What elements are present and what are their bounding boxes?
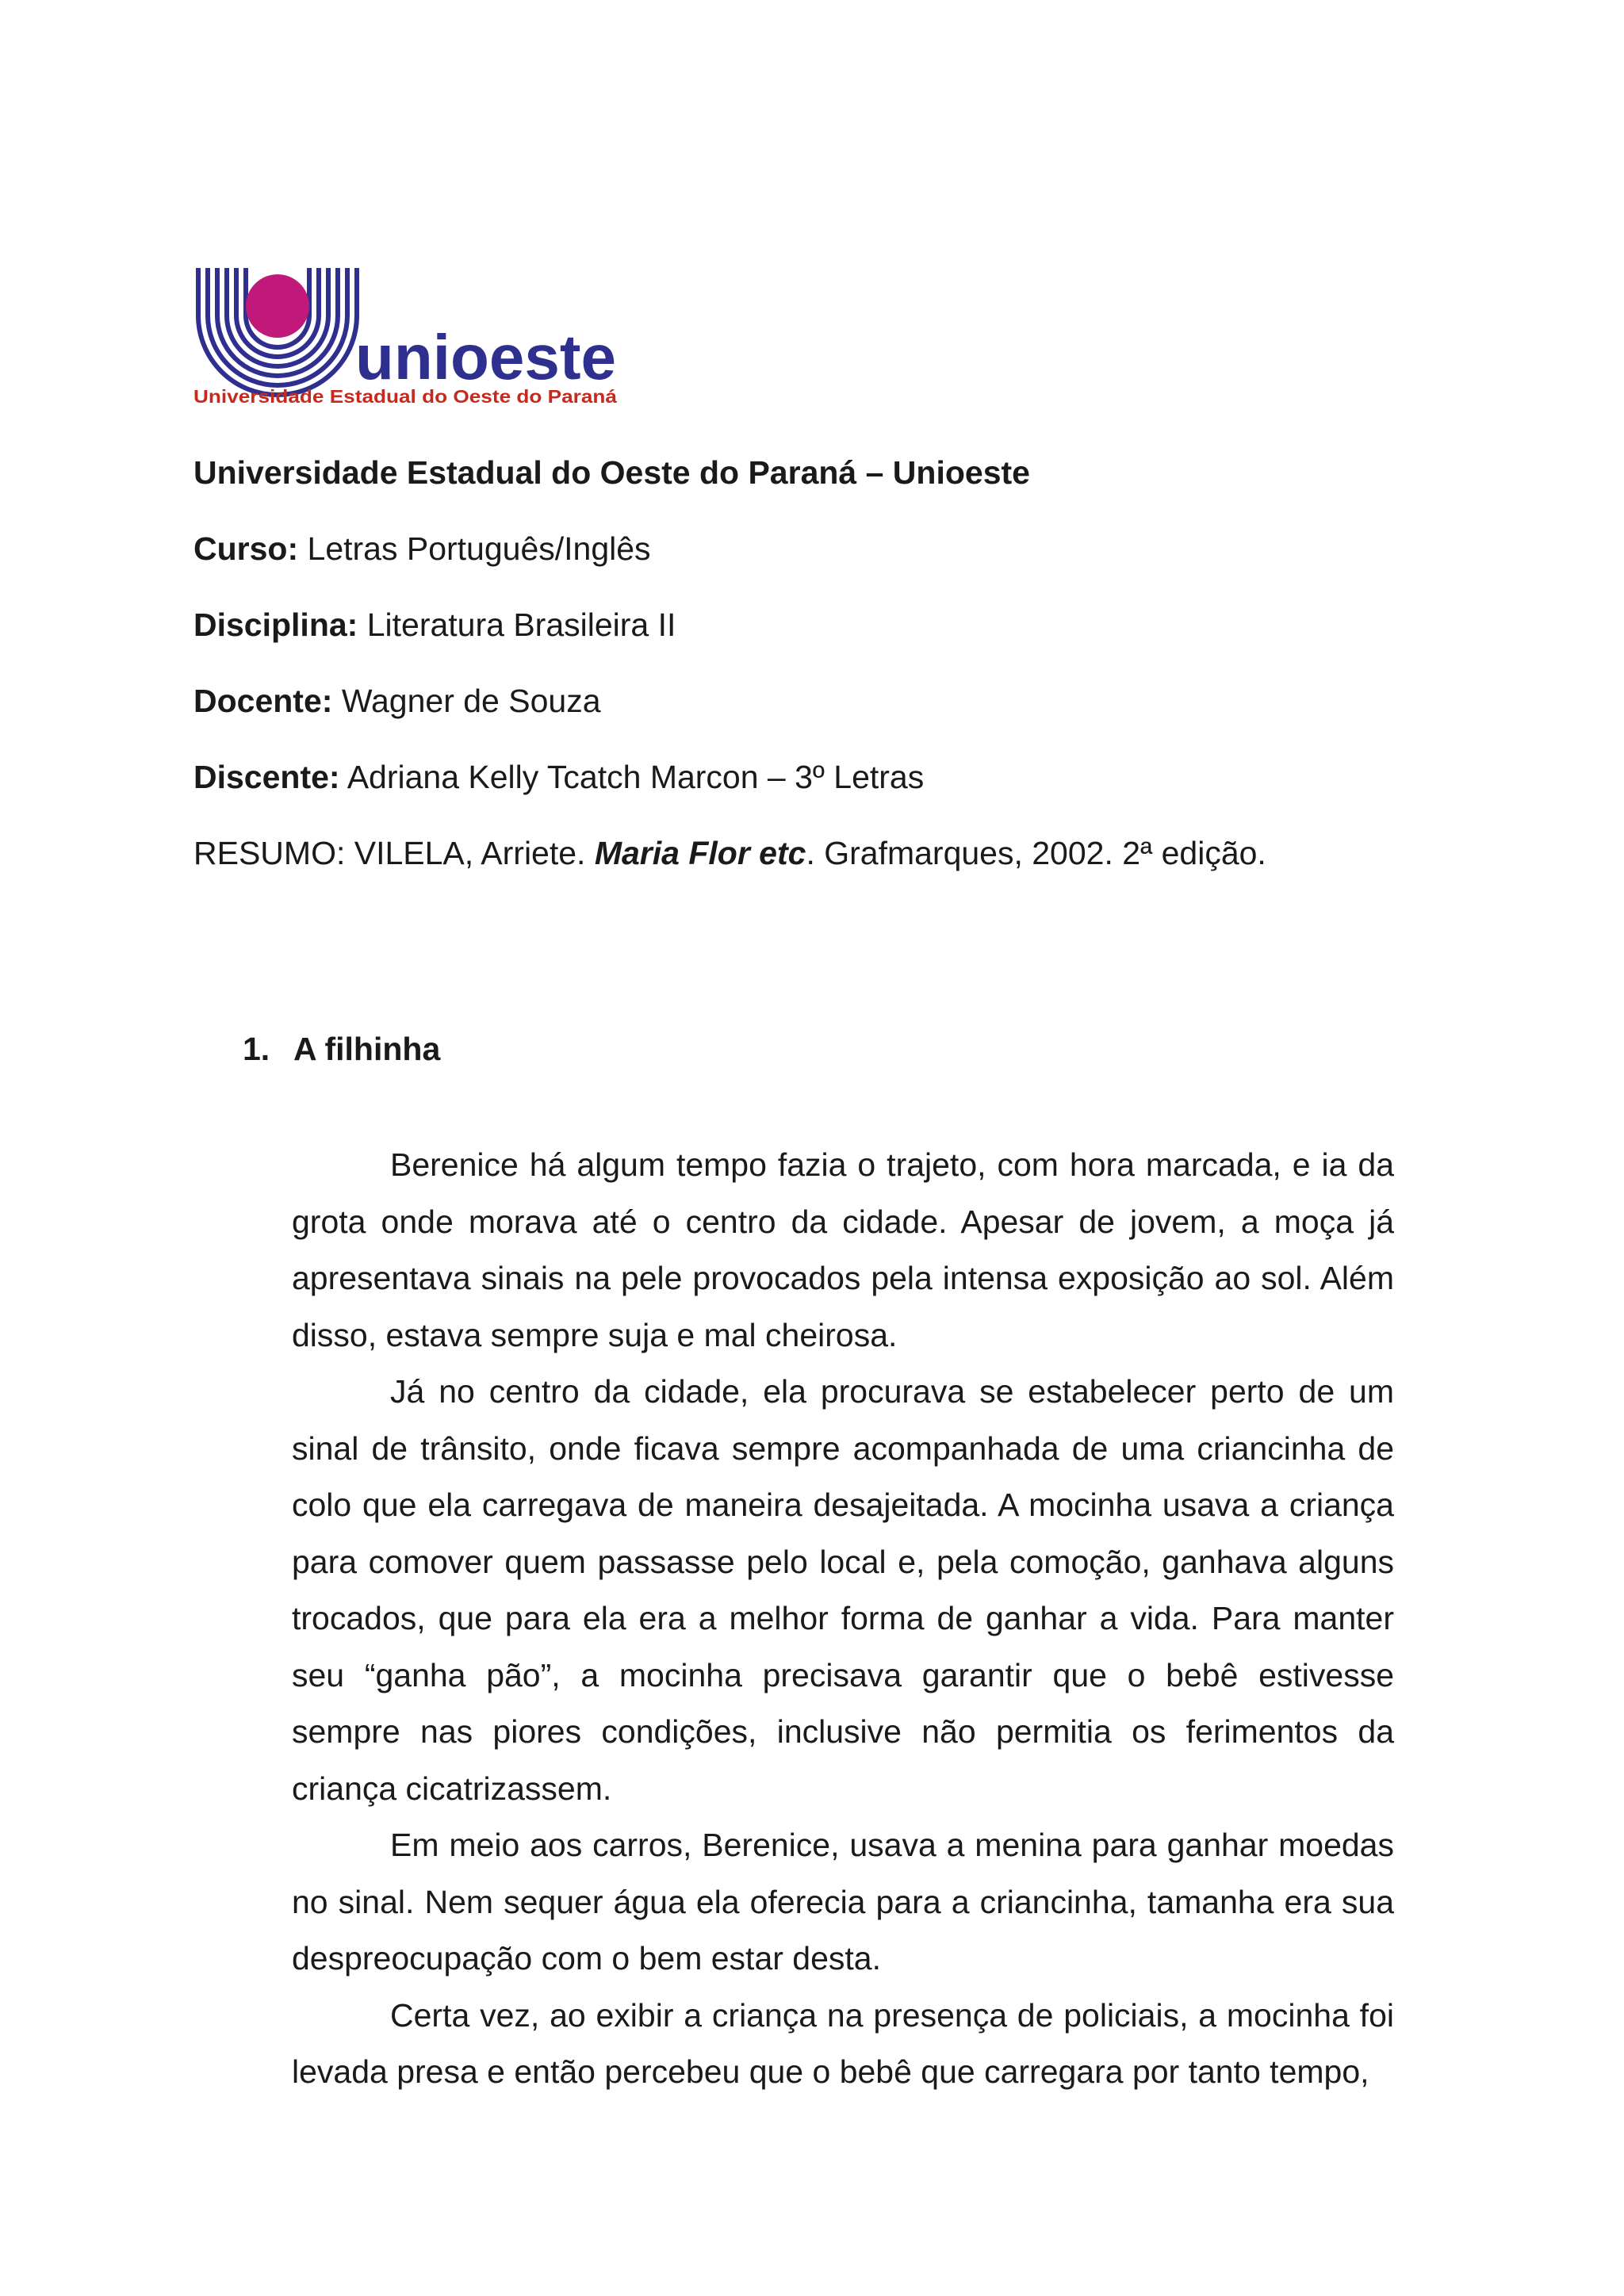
discente-value: Adriana Kelly Tcatch Marcon – 3º Letras xyxy=(347,759,925,795)
discente-label: Discente: xyxy=(193,759,340,795)
paragraph: Certa vez, ao exibir a criança na presença de policiais, a mocinha foi levada presa e então percebeu que o bebê que carregara por tanto tempo, xyxy=(292,1996,1394,2090)
unioeste-logo-graphic xyxy=(193,265,622,408)
paragraph: Em meio aos carros, Berenice, usava a menina para ganhar moedas no sinal. Nem sequer água ela oferecia para a criancinha, tamanha era sua despreocupação com o bem estar desta. xyxy=(292,1827,1394,1976)
logo-tagline: Universidade Estadual do Oeste do Paraná xyxy=(193,386,618,407)
curso-line xyxy=(193,530,1542,568)
discente-line xyxy=(193,758,1542,796)
docente-label: Docente: xyxy=(193,683,333,719)
resumo-book-title: Maria Flor etc xyxy=(594,835,806,871)
disciplina-value: Literatura Brasileira II xyxy=(366,607,676,643)
section-title: A filhinha xyxy=(293,1031,441,1067)
resumo-suffix: . Grafmarques, 2002. 2ª edição. xyxy=(806,835,1266,871)
curso-value: Letras Português/Inglês xyxy=(307,530,651,567)
section-heading xyxy=(243,1030,440,1068)
docente-line xyxy=(193,682,1542,720)
section-body xyxy=(292,1137,1394,2101)
institution-line xyxy=(193,453,1542,492)
resumo-prefix: RESUMO: VILELA, Arriete. xyxy=(193,835,595,871)
disciplina-label: Disciplina: xyxy=(193,607,358,643)
institution-name: Universidade Estadual do Oeste do Paraná – Unioeste xyxy=(193,454,1030,491)
unioeste-logo xyxy=(193,265,622,408)
paragraph: Já no centro da cidade, ela procurava se estabelecer perto de um sinal de trânsito, onde ficava sempre acompanhada de uma criancinha de colo que ela carregava de maneira desajeitada. A mocinha usava a criança para comover quem passasse pelo local e, pela comoção, ganhava alguns trocados, que para ela era a melhor forma de ganhar a vida. Para manter seu “ganha pão”, a mocinha precisava garantir que o bebê estivesse sempre nas piores condições, inclusive não permitia os ferimentos da criança cicatrizassem. xyxy=(292,1373,1394,1807)
curso-label: Curso: xyxy=(193,530,299,567)
resumo-line xyxy=(193,834,1542,872)
docente-value: Wagner de Souza xyxy=(341,683,601,719)
logo-circle-shape xyxy=(246,274,309,338)
disciplina-line xyxy=(193,606,1542,644)
paragraph: Berenice há algum tempo fazia o trajeto, com hora marcada, e ia da grota onde morava até o centro da cidade. Apesar de jovem, a moça já apresentava sinais na pele provocados pela intensa exposição ao sol. Além disso, estava sempre suja e mal cheirosa. xyxy=(292,1146,1394,1353)
section-number: 1. xyxy=(243,1031,270,1067)
header-block xyxy=(193,453,1542,910)
logo-wordmark: unioeste xyxy=(355,322,616,392)
